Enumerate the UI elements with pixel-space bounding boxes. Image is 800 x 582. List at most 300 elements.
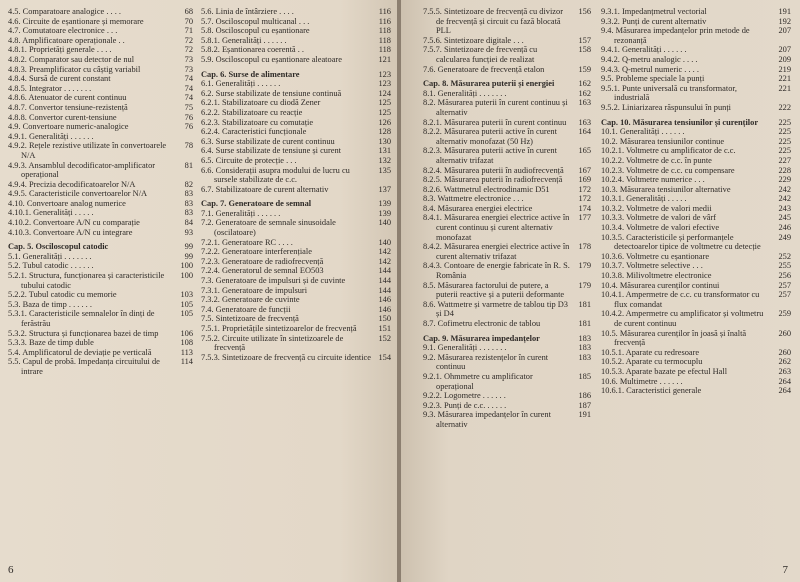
toc-entry-title: 4.8.1. Proprietăți generale . . . . xyxy=(8,45,112,55)
toc-entry-page: 83 xyxy=(184,189,193,199)
toc-entry-page: 263 xyxy=(778,366,791,376)
toc-chapter-heading xyxy=(423,334,591,344)
toc-entry-page: 256 xyxy=(778,271,791,281)
toc-entry xyxy=(423,300,591,319)
toc-entry xyxy=(601,17,791,27)
toc-entry xyxy=(423,185,591,195)
toc-entry-page: 139 xyxy=(378,199,391,209)
toc-entry-page: 167 xyxy=(578,165,591,175)
toc-entry xyxy=(201,286,391,296)
toc-entry xyxy=(423,401,591,411)
toc-entry xyxy=(8,103,193,113)
toc-entry-title: 5.9. Osciloscopul cu eșantionare aleatoare xyxy=(201,54,342,64)
toc-entry-page: 181 xyxy=(578,319,591,328)
toc-entry-page: 225 xyxy=(778,136,791,146)
toc-entry xyxy=(201,247,391,257)
toc-entry xyxy=(8,122,193,132)
toc-entry xyxy=(601,194,791,204)
toc-chapter-heading xyxy=(423,79,591,89)
toc-entry xyxy=(423,372,591,391)
toc-entry xyxy=(201,89,391,99)
toc-entry xyxy=(601,309,791,328)
toc-entry-page: 126 xyxy=(378,117,391,127)
toc-entry-page: 159 xyxy=(578,64,591,74)
toc-entry xyxy=(423,410,591,429)
toc-entry-page: 225 xyxy=(778,146,791,156)
toc-entry xyxy=(601,290,791,309)
toc-entry-page: 242 xyxy=(778,184,791,194)
toc-entry-page: 157 xyxy=(578,35,591,45)
toc-entry xyxy=(201,36,391,46)
toc-entry-page: 151 xyxy=(378,324,391,333)
toc-entry-page: 139 xyxy=(378,208,391,218)
toc-entry-page: 229 xyxy=(778,175,791,185)
toc-entry-page: 125 xyxy=(378,98,391,108)
toc-entry xyxy=(601,367,791,377)
toc-entry-title: 5.4. Amplificatorul de deviație pe verticală xyxy=(8,347,152,357)
toc-entry-page: 83 xyxy=(184,198,193,208)
toc-entry xyxy=(423,204,591,214)
toc-entry-page: 74 xyxy=(184,74,193,84)
toc-entry xyxy=(423,118,591,128)
toc-entry-title: 4.10.3. Convertoare A/N cu integrare xyxy=(8,227,133,237)
toc-entry-page: 191 xyxy=(778,7,791,16)
toc-entry-title: 4.9.2. Rețele rezistive utilizate în convertoarele N/A xyxy=(8,141,167,160)
toc-entry-page: 219 xyxy=(778,64,791,74)
toc-entry-title: Cap. 6. Surse de alimentare xyxy=(201,69,300,79)
toc-entry-title: 7.3.1. Generatoare de impulsuri xyxy=(201,285,308,295)
toc-entry-page: 158 xyxy=(578,45,591,55)
toc-entry-title: 10.3.6. Voltmetre cu eșantionare xyxy=(601,251,710,261)
toc-entry xyxy=(601,271,791,281)
toc-entry xyxy=(8,55,193,65)
toc-entry xyxy=(201,334,391,353)
toc-entry xyxy=(201,353,391,363)
toc-entry-title: 8.1. Generalități . . . . . . . xyxy=(423,88,507,98)
toc-entry-title: 4.8.8. Convertor curent-tensiune xyxy=(8,112,117,122)
toc-entry xyxy=(201,209,391,219)
toc-entry-page: 142 xyxy=(378,247,391,257)
toc-entry-title: 9.3.1. Impedanțmetrul vectorial xyxy=(601,7,707,16)
toc-entry-title: 4.9.1. Generalități . . . . . . xyxy=(8,131,94,141)
toc-entry-page: 144 xyxy=(378,285,391,295)
toc-entry xyxy=(8,132,193,142)
toc-entry-page: 84 xyxy=(184,218,193,228)
toc-entry xyxy=(601,166,791,176)
toc-entry-page: 71 xyxy=(184,26,193,36)
toc-entry-page: 140 xyxy=(378,218,391,228)
toc-entry-title: 4.9. Convertoare numeric-analogice xyxy=(8,122,129,132)
toc-entry xyxy=(201,98,391,108)
toc-entry xyxy=(201,276,391,286)
toc-entry-page: 118 xyxy=(378,45,391,55)
toc-entry-page: 106 xyxy=(180,328,193,338)
toc-entry-page: 75 xyxy=(184,102,193,112)
toc-entry-page: 264 xyxy=(778,386,791,396)
toc-entry-title: 7.5.5. Sintetizoare de frecvență cu divizor de frecvență și circuit cu fază blocată PLL xyxy=(423,7,563,36)
toc-entry-page: 124 xyxy=(378,88,391,98)
toc-entry-page: 172 xyxy=(578,194,591,204)
toc-entry-page: 225 xyxy=(778,117,791,127)
toc-entry-page: 73 xyxy=(184,64,193,74)
toc-entry-page: 146 xyxy=(378,304,391,314)
toc-entry-title: 4.6. Circuite de eșantionare și memorare xyxy=(8,16,144,26)
toc-entry-title: 5.2. Tubul catodic . . . . . . xyxy=(8,261,94,271)
toc-entry-page: 163 xyxy=(578,98,591,108)
toc-entry xyxy=(601,65,791,75)
toc-entry-title: 8.4.2. Măsurarea energiei electrice active în curent alternativ trifazat xyxy=(423,242,570,261)
toc-entry xyxy=(423,213,591,242)
toc-entry xyxy=(8,180,193,190)
toc-entry xyxy=(8,271,193,290)
toc-entry xyxy=(423,261,591,280)
toc-entry-title: 9.2.2. Logometre . . . . . . xyxy=(423,391,506,401)
toc-entry-page: 125 xyxy=(378,107,391,117)
toc-entry-title: 7.5.3. Sintetizoare de frecvență cu circuite identice xyxy=(201,352,371,362)
toc-entry xyxy=(201,257,391,267)
toc-entry-page: 255 xyxy=(778,261,791,271)
toc-chapter-heading xyxy=(601,118,791,128)
toc-entry-page: 100 xyxy=(180,261,193,271)
toc-entry-title: 5.1. Generalități . . . . . . . xyxy=(8,251,92,261)
toc-entry-title: 9.4.2. Q-metru analogic . . . . xyxy=(601,54,698,64)
toc-entry xyxy=(601,45,791,55)
toc-entry-title: 5.8.1. Generalități . . . . . . xyxy=(201,35,287,45)
toc-entry-page: 150 xyxy=(378,314,391,324)
toc-entry xyxy=(8,74,193,84)
toc-entry xyxy=(423,166,591,176)
toc-entry xyxy=(601,281,791,291)
toc-entry-page: 185 xyxy=(578,371,591,381)
toc-entry xyxy=(423,343,591,353)
toc-entry xyxy=(8,113,193,123)
toc-entry-title: 9.2. Măsurarea rezistențelor în curent continuu xyxy=(423,352,549,372)
toc-entry-page: 121 xyxy=(378,54,391,64)
toc-entry xyxy=(601,127,791,137)
toc-entry xyxy=(423,194,591,204)
toc-entry-title: 10.3.2. Voltmetre de valori medii xyxy=(601,203,712,213)
toc-entry-title: 7.4. Generatoare de funcții xyxy=(201,304,291,314)
toc-entry-title: 4.9.5. Caracteristicile convertoarelor N/A xyxy=(8,189,148,199)
page-number-left: 6 xyxy=(8,564,14,576)
toc-entry-title: 8.2.5. Măsurarea puterii în radiofrecvență xyxy=(423,175,563,185)
toc-entry-page: 260 xyxy=(778,328,791,338)
toc-entry-page: 118 xyxy=(378,35,391,45)
toc-entry-title: 10.5.2. Aparate cu termocuplu xyxy=(601,357,703,367)
toc-entry-title: Cap. 5. Osciloscopul catodic xyxy=(8,242,109,252)
toc-entry-title: 9.5.2. Liniarizarea răspunsului în punți xyxy=(601,102,732,112)
toc-entry-title: 10.4.2. Ampermetre cu amplificator și voltmetru de curent continuu xyxy=(601,309,764,328)
toc-entry-title: 6.2.3. Stabilizatoare cu comutație xyxy=(201,117,314,127)
toc-entry-page: 116 xyxy=(378,16,391,26)
toc-entry-page: 83 xyxy=(184,208,193,218)
toc-entry xyxy=(8,7,193,17)
toc-entry-page: 142 xyxy=(378,256,391,266)
toc-entry xyxy=(201,26,391,36)
toc-entry xyxy=(201,7,391,17)
toc-chapter-heading xyxy=(201,70,391,80)
toc-entry-page: 82 xyxy=(184,179,193,189)
toc-entry xyxy=(423,175,591,185)
toc-entry-page: 74 xyxy=(184,93,193,103)
toc-entry-title: 9.2.1. Ohmmetre cu amplificator operațional xyxy=(423,371,533,391)
toc-entry-page: 165 xyxy=(578,146,591,156)
toc-entry xyxy=(8,228,193,238)
toc-entry-title: 7.5. Sintetizoare de frecvență xyxy=(201,314,299,324)
toc-entry-page: 172 xyxy=(578,184,591,194)
toc-entry-page: 183 xyxy=(578,352,591,362)
toc-entry-page: 99 xyxy=(184,251,193,261)
toc-entry-title: 9.5.1. Punte universală cu transformator, industrială xyxy=(601,83,737,103)
toc-entry-page: 169 xyxy=(578,175,591,185)
toc-entry-title: 4.10.2. Convertoare A/N cu comparație xyxy=(8,218,140,228)
toc-entry-page: 105 xyxy=(180,299,193,309)
toc-entry-title: 7.6. Generatoare de frecvență etalon xyxy=(423,64,545,74)
toc-entry-title: 10.3.8. Milivoltmetre electronice xyxy=(601,271,712,281)
toc-entry xyxy=(8,208,193,218)
toc-entry xyxy=(423,36,591,46)
toc-entry xyxy=(8,218,193,228)
toc-entry-title: 8.6. Wattmetre și varmetre de tablou tip D3 și D4 xyxy=(423,299,568,319)
toc-entry-title: 5.8.2. Eșantionarea coerentă . . xyxy=(201,45,305,55)
toc-entry-title: 10.1. Generalități . . . . . . xyxy=(601,127,685,137)
toc-entry-page: 249 xyxy=(778,232,791,242)
toc-entry-page: 72 xyxy=(184,35,193,45)
toc-chapter-heading xyxy=(201,199,391,209)
toc-entry-title: 7.3. Generatoare de impulsuri și de cuvinte xyxy=(201,276,346,286)
toc-entry-title: 4.9.3. Ansamblul decodificator-amplificator operațional xyxy=(8,160,156,180)
toc-entry-page: 93 xyxy=(184,227,193,237)
toc-entry-title: 8.2.3. Măsurarea puterii active în curent alternativ trifazat xyxy=(423,146,557,165)
toc-entry xyxy=(601,26,791,45)
toc-entry-title: 7.2.1. Generatoare RC . . . . xyxy=(201,237,293,247)
right-toc-column-1 xyxy=(423,7,591,430)
toc-entry xyxy=(601,7,791,17)
toc-entry-title: 9.4. Măsurarea impedanțelor prin metode de rezonanță xyxy=(601,26,750,45)
toc-entry xyxy=(601,386,791,396)
toc-entry xyxy=(601,204,791,214)
toc-entry xyxy=(8,17,193,27)
toc-entry-page: 144 xyxy=(378,266,391,276)
toc-entry xyxy=(601,156,791,166)
toc-entry-page: 156 xyxy=(578,7,591,16)
toc-entry xyxy=(601,223,791,233)
toc-entry-page: 181 xyxy=(578,299,591,309)
toc-entry-page: 191 xyxy=(578,410,591,420)
toc-entry-page: 135 xyxy=(378,165,391,175)
toc-entry-title: 10.4. Măsurarea curenților continui xyxy=(601,280,720,290)
toc-entry-title: 10.2.1. Voltmetre cu amplificator de c.c. xyxy=(601,146,736,156)
toc-entry-title: 10.3.5. Caracteristicile și performanțele detectoarelor tipice de voltmetre cu detecție xyxy=(601,232,761,252)
toc-entry xyxy=(201,108,391,118)
toc-entry xyxy=(201,295,391,305)
toc-entry-page: 132 xyxy=(378,155,391,165)
toc-entry xyxy=(201,305,391,315)
toc-entry-title: Cap. 9. Măsurarea impedanțelor xyxy=(423,333,540,343)
toc-entry xyxy=(423,146,591,165)
toc-entry-title: 4.8.7. Convertor tensiune-rezistență xyxy=(8,102,128,112)
toc-entry-page: 130 xyxy=(378,136,391,146)
toc-entry-page: 262 xyxy=(778,357,791,367)
toc-entry-page: 257 xyxy=(778,290,791,300)
toc-entry-title: 6.3. Surse stabilizate de curent continuu xyxy=(201,136,335,146)
toc-entry-title: 8.2.1. Măsurarea puterii în curent continuu xyxy=(423,117,567,127)
toc-entry xyxy=(201,185,391,195)
toc-entry-title: 5.8. Osciloscopul cu eșantionare xyxy=(201,26,310,36)
toc-entry-page: 259 xyxy=(778,309,791,319)
toc-entry-title: 4.8.4. Sursă de curent constant xyxy=(8,74,111,84)
toc-entry-page: 209 xyxy=(778,54,791,64)
toc-entry-page: 114 xyxy=(180,357,193,367)
toc-entry-page: 178 xyxy=(578,242,591,252)
toc-entry xyxy=(8,45,193,55)
toc-entry-title: 9.1. Generalități . . . . . . . xyxy=(423,343,507,353)
toc-entry-title: 7.3.2. Generatoare de cuvinte xyxy=(201,295,300,305)
toc-entry-title: 4.7. Comutatoare electronice . . . xyxy=(8,26,118,36)
toc-entry xyxy=(8,348,193,358)
toc-entry-page: 154 xyxy=(378,352,391,362)
toc-entry xyxy=(423,98,591,117)
toc-entry-page: 228 xyxy=(778,165,791,175)
toc-entry xyxy=(601,233,791,252)
toc-entry xyxy=(423,353,591,372)
toc-entry-title: 4.8.5. Integrator . . . . . . . xyxy=(8,83,92,93)
toc-entry-page: 78 xyxy=(184,141,193,151)
toc-entry-page: 99 xyxy=(184,242,193,252)
toc-entry-title: 5.2.2. Tubul catodic cu memorie xyxy=(8,290,117,300)
toc-entry-title: Cap. 7. Generatoare de semnal xyxy=(201,199,312,209)
toc-entry-page: 123 xyxy=(378,69,391,79)
toc-entry-page: 123 xyxy=(378,79,391,89)
toc-entry-title: 8.2. Măsurarea puterii în curent continuu și alternativ xyxy=(423,98,568,117)
toc-entry-page: 207 xyxy=(778,45,791,55)
toc-entry-page: 227 xyxy=(778,155,791,165)
toc-entry-page: 163 xyxy=(578,117,591,127)
toc-entry xyxy=(8,338,193,348)
toc-entry xyxy=(8,84,193,94)
toc-entry xyxy=(601,261,791,271)
toc-entry xyxy=(8,290,193,300)
toc-entry-page: 192 xyxy=(778,16,791,26)
toc-entry-title: 7.5.7. Sintetizoare de frecvență cu calcularea funcției de realizat xyxy=(423,45,538,64)
toc-entry-page: 164 xyxy=(578,127,591,137)
toc-entry xyxy=(601,74,791,84)
toc-entry-page: 183 xyxy=(578,343,591,353)
left-page xyxy=(0,0,399,582)
toc-entry-page: 179 xyxy=(578,280,591,290)
toc-entry xyxy=(201,156,391,166)
toc-entry-title: 6.2. Surse stabilizate de tensiune continuă xyxy=(201,88,342,98)
toc-entry xyxy=(423,89,591,99)
toc-entry-title: 9.4.3. Q-metrul numeric . . . . xyxy=(601,64,699,74)
toc-entry-page: 221 xyxy=(778,83,791,93)
toc-entry xyxy=(201,79,391,89)
toc-entry-page: 131 xyxy=(378,146,391,156)
toc-entry-page: 116 xyxy=(378,7,391,16)
toc-entry-title: 10.3.4. Voltmetre de valori efective xyxy=(601,223,720,233)
toc-entry xyxy=(201,218,391,237)
toc-entry-page: 100 xyxy=(180,271,193,281)
toc-entry xyxy=(601,329,791,348)
toc-entry-page: 260 xyxy=(778,347,791,357)
toc-entry-title: 6.7. Stabilizatoare de curent alternativ xyxy=(201,184,329,194)
toc-entry-title: 7.5.2. Circuite utilizate în sintetizoarele de frecvență xyxy=(201,333,344,353)
toc-entry-title: 10.2.3. Voltmetre de c.c. cu compensare xyxy=(601,165,735,175)
toc-entry xyxy=(601,377,791,387)
toc-entry xyxy=(423,281,591,300)
toc-entry-title: 6.2.4. Caracteristici funcționale xyxy=(201,127,307,137)
toc-entry-title: 6.5. Circuite de protecție . . . xyxy=(201,155,297,165)
toc-entry xyxy=(201,166,391,185)
toc-entry-title: 10.6.1. Caracteristici generale xyxy=(601,386,702,396)
toc-entry xyxy=(601,252,791,262)
toc-entry-title: 4.8.2. Comparator sau detector de nul xyxy=(8,54,135,64)
toc-entry-title: 4.8. Amplificatoare operaționale . . xyxy=(8,35,125,45)
toc-entry-page: 222 xyxy=(778,102,791,112)
toc-entry-title: 6.2.1. Stabilizatoare cu diodă Zener xyxy=(201,98,321,108)
toc-entry-title: 10.5.1. Aparate cu redresoare xyxy=(601,347,700,357)
toc-entry-page: 128 xyxy=(378,127,391,137)
toc-entry-title: 5.3. Baza de timp . . . . . . xyxy=(8,299,92,309)
toc-entry-title: 9.3. Măsurarea impedanțelor în curent alternativ xyxy=(423,410,551,429)
toc-entry xyxy=(601,103,791,113)
toc-entry-title: 4.9.4. Precizia decodificatoarelor N/A xyxy=(8,179,136,189)
toc-entry-page: 186 xyxy=(578,391,591,401)
toc-entry-title: 6.2.2. Stabilizatoare cu reacție xyxy=(201,107,303,117)
toc-entry xyxy=(601,175,791,185)
toc-entry-page: 183 xyxy=(578,333,591,343)
toc-entry-page: 76 xyxy=(184,112,193,122)
toc-entry-title: 9.4.1. Generalități . . . . . . xyxy=(601,45,687,55)
toc-entry-page: 105 xyxy=(180,309,193,319)
toc-entry-page: 179 xyxy=(578,261,591,271)
toc-entry-title: 8.5. Măsurarea factorului de putere, a puterii reactive și a puterii deformante xyxy=(423,280,565,300)
toc-entry xyxy=(423,127,591,146)
toc-entry xyxy=(601,146,791,156)
toc-entry-title: 4.10. Convertoare analog numerice xyxy=(8,198,126,208)
toc-entry xyxy=(8,199,193,209)
toc-entry-title: 8.3. Wattmetre electronice . . . xyxy=(423,194,524,204)
toc-entry xyxy=(8,309,193,328)
toc-entry-page: 68 xyxy=(184,7,193,16)
toc-entry-page: 103 xyxy=(180,290,193,300)
toc-entry xyxy=(201,146,391,156)
toc-entry xyxy=(8,65,193,75)
toc-entry xyxy=(8,261,193,271)
toc-entry-page: 177 xyxy=(578,213,591,223)
toc-entry xyxy=(8,252,193,262)
toc-entry xyxy=(8,141,193,160)
toc-entry-title: 10.2.2. Voltmetre de c.c. în punte xyxy=(601,155,712,165)
toc-entry-title: 4.8.3. Preamplificator cu câștig variabil xyxy=(8,64,141,74)
toc-entry-page: 113 xyxy=(180,347,193,357)
toc-entry-title: 7.1. Generalități . . . . . . xyxy=(201,208,281,218)
toc-entry-title: 10.3.1. Generalități . . . . . xyxy=(601,194,687,204)
toc-entry-title: 8.4. Măsurarea energiei electrice xyxy=(423,203,533,213)
toc-entry-title: 4.10.1. Generalități . . . . . xyxy=(8,208,94,218)
toc-entry xyxy=(201,118,391,128)
toc-entry-page: 73 xyxy=(184,54,193,64)
toc-entry-title: 5.7. Osciloscopul multicanal . . . xyxy=(201,16,310,26)
toc-entry-page: 74 xyxy=(184,83,193,93)
toc-entry-title: 7.2. Generatoare de semnale sinusoidale (oscilatoare) xyxy=(201,218,336,238)
toc-entry xyxy=(201,314,391,324)
toc-entry-page: 76 xyxy=(184,122,193,132)
toc-entry xyxy=(8,189,193,199)
toc-entry xyxy=(423,65,591,75)
toc-entry-page: 146 xyxy=(378,295,391,305)
toc-entry-title: 10.6. Multimetre . . . . . . xyxy=(601,376,683,386)
